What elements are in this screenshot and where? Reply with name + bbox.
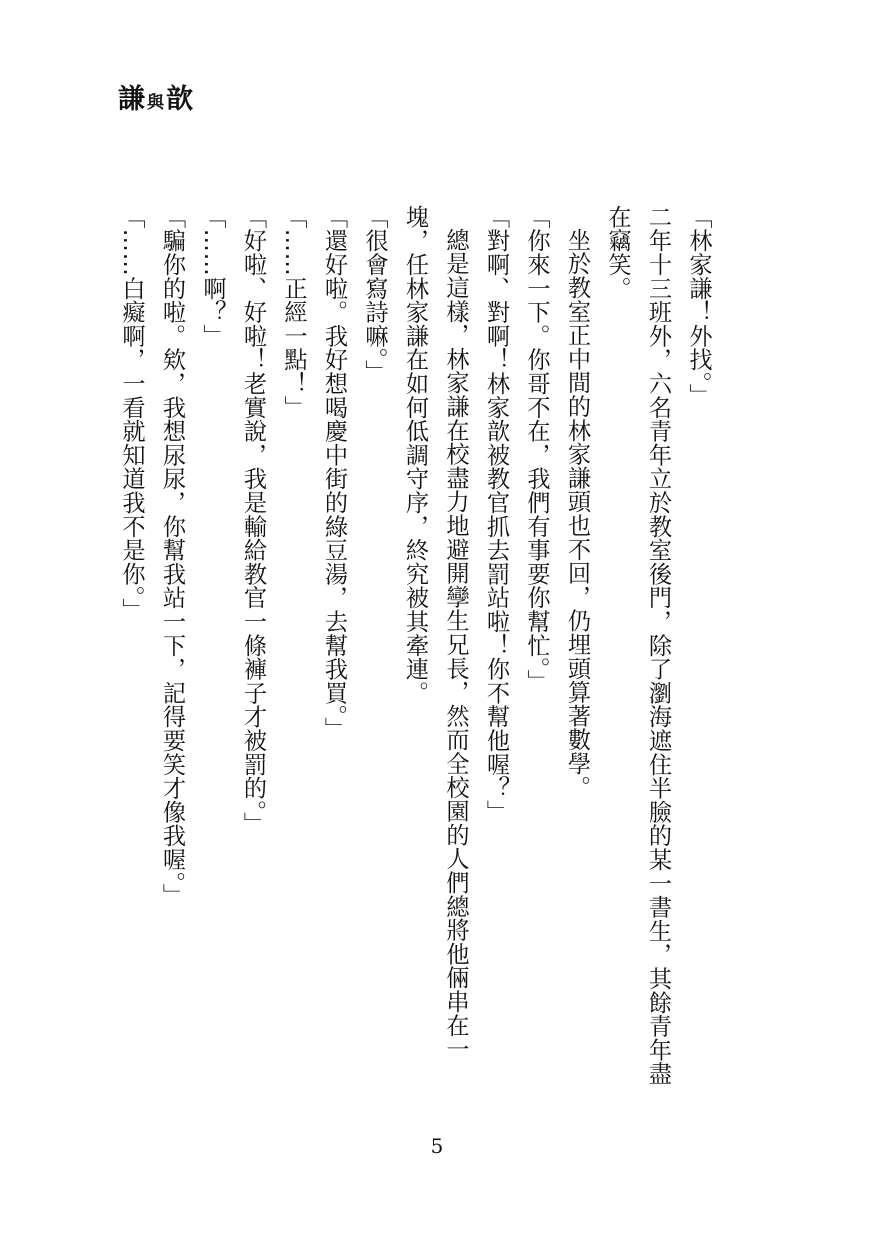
paragraph: 「……啊？」 [199,205,226,348]
paragraph: 「你來一下。你哥不在，我們有事要你幫忙。」 [523,205,550,694]
vertical-body-text [110,205,718,1105]
paragraph: 「好啦、好啦！老實說，我是輸給教官一條褲子才被罰的。」 [239,205,267,836]
title-name-right: 歆 [166,84,193,115]
paragraph: 「很會寫詩嘛。」 [361,205,388,384]
title-connector: 與 [147,93,164,113]
paragraph: 「……白癡啊，一看就知道我不是你。」 [118,205,145,622]
paragraph: 總是這樣，林家謙在校盡力地避開孿生兄長，然而全校園的人們總將他倆串在一塊，任林家謙在如何低調守序，終究被其牽連。 [401,205,469,1062]
paragraph: 「還好啦。我好想喝慶中街的綠豆湯，去幫我買。」 [320,205,348,741]
paragraph: 「……正經一點！」 [280,205,307,420]
page-number: 5 [430,1134,444,1158]
paragraph: 「林家謙！外找。」 [685,205,712,408]
paragraph: 「對啊、對啊！林家歆被教官抓去罰站啦！你不幫他喔？」 [482,205,510,824]
paragraph: 「騙你的啦。欸，我想尿尿，你幫我站一下，記得要笑才像我喔。」 [158,205,186,908]
chapter-title [118,86,193,113]
paragraph: 坐於教室正中間的林家謙頭也不回，仍埋頭算著數學。 [563,228,591,800]
title-name-left: 謙 [118,84,145,115]
paragraph: 二年十三班外，六名青年立於教室後門，除了瀏海遮住半臉的某一書生，其餘青年盡在竊笑。 [604,205,672,1086]
